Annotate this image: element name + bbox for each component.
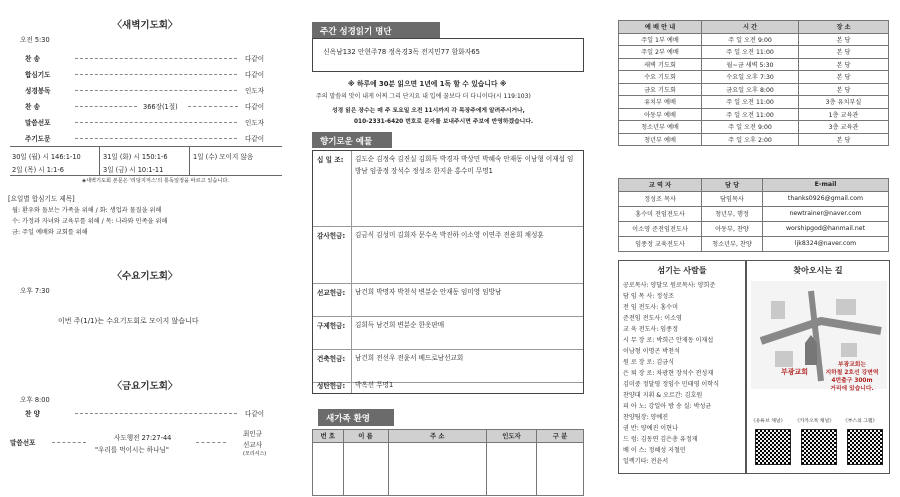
offering-label: 건축헌금: — [317, 355, 346, 363]
offering-names: 김도순 김정숙 김진실 김희득 박경자 박상민 박혜숙 안재동 이남형 이재섭 임방남 임종정 장석수 정성조 한지윤 홍수미 무명1 — [355, 155, 574, 175]
map-title: 찾아오시는 길 — [793, 266, 843, 275]
staff-email[interactable]: newtrainer@naver.com — [763, 206, 889, 221]
staff-role: 아동부, 찬양 — [702, 221, 763, 236]
offering-box — [312, 150, 584, 394]
worship-time: 주 일 오전 9:00 — [702, 121, 799, 134]
schedule-cell: 1일 (수) 모이지 않음 — [193, 153, 254, 161]
offering-label: 감사헌금: — [317, 232, 346, 240]
direction-line: 거리에 있습니다. — [830, 386, 874, 392]
staff-role: 담임목사 — [702, 191, 763, 206]
newfamily-header: 구 분 — [536, 430, 583, 443]
dawn-note: ◈새벽기도회 본문은 '리딩지저스'의 통독일정을 따르고 있습니다. — [82, 178, 230, 184]
worship-name: 아동부 예배 — [619, 108, 702, 121]
dawn-time: 오전 5:30 — [20, 36, 50, 44]
servant-line: 드 럼: 김동연 김은총 유정재 — [623, 436, 698, 443]
table-row — [619, 179, 889, 192]
servants-title: 섬기는 사람들 — [657, 266, 707, 275]
map-building — [841, 343, 857, 357]
worship-header: 시 간 — [702, 21, 799, 34]
left-column — [0, 0, 290, 497]
servant-line: 준전임 전도사: 이소영 — [623, 315, 682, 322]
church-name: 부광교회 — [781, 368, 809, 376]
dawn-row-dots — [75, 106, 137, 107]
worship-place: 3층 교육관 — [799, 121, 889, 134]
offering-label: 구제헌금: — [317, 322, 346, 330]
newfamily-header: 이 름 — [343, 430, 388, 443]
dawn-row-label: 성경봉독 — [25, 87, 51, 95]
prayer-item: 월: 환우와 돌보는 가족을 위해 / 화: 생업과 물질을 위해 — [12, 207, 162, 214]
fri-row-value: 다같이 — [245, 410, 265, 418]
servant-line: 전 임 전도사: 홍수미 — [623, 304, 678, 311]
youtube-qr-code[interactable] — [755, 429, 791, 465]
schedule-divider — [189, 147, 190, 175]
table-row — [619, 96, 889, 109]
staff-header: 담 당 — [702, 179, 763, 192]
worship-name: 금요 기도회 — [619, 83, 702, 96]
offering-label: 십 일 조: — [317, 156, 344, 164]
insta-qr-code[interactable] — [847, 429, 883, 465]
newfamily-header: 번 호 — [313, 430, 344, 443]
reading-notice: ※ 하루에 30분 읽으면 1년에 1독 할 수 있습니다 ※ — [348, 80, 507, 88]
fri-sermon-ref: 사도행전 27:27-44 — [114, 434, 172, 442]
offering-row — [313, 383, 583, 393]
wed-title: 〈수요기도회〉 — [112, 271, 178, 282]
worship-place: 본 당 — [799, 58, 889, 71]
worship-name: 주일 1부 예배 — [619, 33, 702, 46]
map-building — [775, 351, 793, 367]
fri-time: 오후 8:00 — [20, 396, 50, 404]
right-column — [618, 0, 890, 497]
worship-time: 월~금 새벽 5:30 — [702, 58, 799, 71]
table-row — [619, 58, 889, 71]
servant-line: 찬양팀장: 양예진 — [623, 414, 669, 421]
worship-place: 본 당 — [799, 46, 889, 59]
worship-name: 수요 기도회 — [619, 71, 702, 84]
dawn-row-dots — [75, 74, 237, 75]
worship-time: 주 일 오전 9:00 — [702, 33, 799, 46]
servant-line: 김미중 정달영 정임수 민태영 이학식 — [623, 381, 720, 388]
table-row — [619, 191, 889, 206]
map-building — [836, 299, 856, 315]
table-row — [313, 442, 584, 495]
direction-line: 부광교회는 — [838, 362, 866, 368]
dawn-row-label: 찬 송 — [25, 55, 41, 63]
servant-line: 피 아 노: 강일아 방 송 실: 박성균 — [623, 403, 712, 410]
fri-row-dots — [75, 413, 237, 414]
church-marker — [805, 343, 817, 365]
dawn-row-value: 다같이 — [245, 55, 265, 63]
servant-line: 베 이 스: 정혜성 지철민 — [623, 447, 686, 454]
schedule-cell: 2일 (목) 시 1:1-6 — [12, 166, 64, 174]
dawn-row-dots — [75, 58, 237, 59]
worship-time: 주 일 오전 11:00 — [702, 108, 799, 121]
newfamily-header: 인도자 — [486, 430, 536, 443]
servant-line: 은 퇴 장 로: 차광현 장석수 전성재 — [623, 370, 714, 377]
dawn-row-value: 인도자 — [245, 87, 265, 95]
prayer-item: 수: 가정과 자녀와 교육부를 위해 / 목: 나라와 민족을 위해 — [12, 218, 168, 225]
servants-box — [618, 260, 746, 474]
schedule-cell: 31일 (화) 시 150:1-6 — [103, 153, 168, 161]
table-row — [619, 236, 889, 251]
dawn-title: 〈새벽기도회〉 — [112, 20, 178, 31]
fri-preacher: 최인규 — [243, 430, 263, 438]
direction-line: 지하철 2호선 강변역 — [825, 370, 879, 376]
table-row — [313, 430, 584, 443]
wed-notice: 이번 주(1/1)는 수요기도회로 모이지 않습니다 — [58, 317, 199, 325]
schedule-divider — [99, 147, 100, 175]
reading-names: 신옥남132 안현주78 정옥경3독 전지민77 함화자65 — [323, 48, 480, 56]
direction-line: 4번출구 300m — [831, 378, 873, 384]
worship-name: 청소년부 예배 — [619, 121, 702, 134]
newfamily-table — [312, 429, 584, 496]
offering-label: 성탄헌금: — [317, 382, 346, 390]
staff-email[interactable]: thanks0926@gmail.com — [763, 191, 889, 206]
dawn-row-dots — [75, 90, 237, 91]
table-row — [619, 108, 889, 121]
dawn-row-dots — [75, 122, 237, 123]
servant-line: 일렉기타: 전윤서 — [623, 458, 669, 465]
offering-title: 향기로운 예물 — [312, 132, 392, 148]
table-row — [619, 46, 889, 59]
table-row — [619, 133, 889, 146]
fri-preacher-role: 선교사 — [243, 441, 263, 449]
servant-line: 담 임 목 사: 정성조 — [623, 293, 675, 300]
fri-sermon-title: "우리를 먹이시는 하나님" — [95, 446, 169, 454]
reading-verse: 주의 말씀의 맛이 내게 어찌 그리 단지요 내 입에 꿀보다 더 다니이다(시 119:103) — [316, 93, 531, 100]
offering-label: 선교헌금: — [317, 289, 346, 297]
worship-place: 1층 교육관 — [799, 108, 889, 121]
staff-table — [618, 178, 889, 252]
staff-name: 임종정 교육전도사 — [619, 236, 702, 251]
table-row — [619, 221, 889, 236]
dawn-row-label: 찬 송 — [25, 103, 41, 111]
servant-line: 교 육 전도사: 임종정 — [623, 326, 678, 333]
worship-time: 주 일 오후 2:00 — [702, 133, 799, 146]
table-row — [619, 206, 889, 221]
servant-line: 이남형 이명곤 박천석 — [623, 348, 680, 355]
offering-names: 김희득 남건희 변분순 한옷판매 — [355, 321, 445, 329]
map-building — [771, 301, 785, 319]
staff-email[interactable]: ljk8324@naver.com — [763, 236, 889, 251]
offering-row — [313, 227, 583, 284]
staff-email[interactable]: worshipgod@hanmail.net — [763, 221, 889, 236]
table-row — [619, 21, 889, 34]
fri-sermon-dots — [52, 442, 86, 443]
prayer-title: [요일별 합심기도 제목] — [8, 195, 75, 203]
reading-instruction: 성경 읽은 장수는 매 주 토요일 오전 11시까지 각 목장주에게 알려주시거나, — [332, 108, 525, 114]
worship-name: 청년부 예배 — [619, 133, 702, 146]
offering-names: 김금식 김성미 김희자 문수옥 박진하 이소영 이연주 전용희 채성훈 — [355, 231, 544, 239]
dawn-row-dots — [188, 106, 238, 107]
worship-place: 본 당 — [799, 33, 889, 46]
qr-label: 《카카오톡 채널》 — [795, 419, 834, 424]
servant-line: 공로목사: 양달모 원로목사: 양희준 — [623, 282, 716, 289]
table-row — [619, 121, 889, 134]
servant-line: 권 반: 양예진 이현나 — [623, 425, 678, 432]
fri-row-label: 찬 양 — [25, 410, 41, 418]
schedule-cell: 3일 (금) 시 10:1-11 — [103, 166, 164, 174]
dawn-row-label: 합심기도 — [25, 71, 51, 79]
worship-header: 장 소 — [799, 21, 889, 34]
offering-names: 남건희 박명자 박천석 변분순 안재동 임미영 임방남 — [355, 288, 502, 296]
staff-header: 교 역 자 — [619, 179, 702, 192]
worship-place: 본 당 — [799, 83, 889, 96]
dawn-row-value: 다같이 — [245, 135, 265, 143]
schedule-cell: 30일 (월) 시 146:1-10 — [12, 153, 81, 161]
table-row — [619, 33, 889, 46]
schedule-top-rule — [10, 146, 282, 147]
staff-role: 청년부, 행정 — [702, 206, 763, 221]
worship-place: 본 당 — [799, 71, 889, 84]
dawn-row-value: 다같이 — [245, 71, 265, 79]
fri-sermon-label: 말씀선포 — [10, 439, 36, 447]
qr-label: 《부스의 그램》 — [843, 419, 878, 424]
dawn-row-value: 인도자 — [245, 119, 265, 127]
map-directions — [817, 361, 887, 393]
worship-time: 수요일 오후 7:30 — [702, 71, 799, 84]
offering-divider — [351, 151, 352, 393]
offering-row — [313, 350, 583, 383]
staff-name: 홍수미 전임전도사 — [619, 206, 702, 221]
worship-name: 유치부 예배 — [619, 96, 702, 109]
staff-header: E-mail — [763, 179, 889, 192]
staff-role: 청소년부, 찬양 — [702, 236, 763, 251]
schedule-bottom-rule — [10, 175, 282, 176]
table-row — [619, 83, 889, 96]
worship-place: 3층 유치부실 — [799, 96, 889, 109]
kakao-qr-code[interactable] — [801, 429, 837, 465]
worship-time: 금요일 오후 8:00 — [702, 83, 799, 96]
fri-sermon-dots — [196, 442, 226, 443]
worship-name: 주일 2부 예배 — [619, 46, 702, 59]
dawn-row-label: 말씀선포 — [25, 119, 51, 127]
dawn-row-label: 주기도문 — [25, 135, 51, 143]
fri-title: 〈금요기도회〉 — [112, 381, 178, 392]
offering-row — [313, 284, 583, 317]
worship-name: 새벽 기도회 — [619, 58, 702, 71]
newfamily-title: 새가족 환영 — [318, 409, 394, 426]
wed-time: 오후 7:30 — [20, 287, 50, 295]
fri-preacher-country: (모리셔스) — [243, 451, 267, 457]
servant-line: 찬양대 지휘 & 오르간: 김호원 — [623, 392, 703, 399]
worship-time: 주 일 오전 11:00 — [702, 96, 799, 109]
worship-place: 본 당 — [799, 133, 889, 146]
dawn-hymn-number: 366장(1절) — [143, 103, 178, 111]
dawn-row-value: 다같이 — [245, 103, 265, 111]
offering-names: 남건희 전선우 전윤서 베드로남선교회 — [355, 354, 464, 362]
offering-row — [313, 317, 583, 350]
reading-names-box — [312, 38, 584, 72]
middle-column — [312, 0, 590, 497]
servant-line: 시 무 장 로: 박희근 안재동 이재섭 — [623, 337, 714, 344]
staff-name: 이소영 준전임전도사 — [619, 221, 702, 236]
servant-line: 원 로 장 로: 김금식 — [623, 359, 675, 366]
dawn-row-dots — [75, 138, 237, 139]
table-row — [619, 71, 889, 84]
qr-label: 《유튜브 채널》 — [751, 419, 786, 424]
staff-name: 정성조 목사 — [619, 191, 702, 206]
reading-instruction: 010-2331-6420 번호로 문자를 보내주시면 주보에 반영하겠습니다. — [354, 119, 534, 125]
newfamily-header: 주 소 — [388, 430, 486, 443]
map-box — [746, 260, 890, 474]
prayer-item: 금: 주일 예배와 교회를 위해 — [12, 229, 88, 236]
worship-time: 주 일 오전 11:00 — [702, 46, 799, 59]
offering-names: 박옥선 무명1 — [355, 381, 394, 389]
worship-header: 예 배 안 내 — [619, 21, 702, 34]
worship-table — [618, 20, 889, 146]
offering-row — [313, 151, 583, 227]
reading-title: 주간 성경읽기 명단 — [312, 22, 440, 38]
